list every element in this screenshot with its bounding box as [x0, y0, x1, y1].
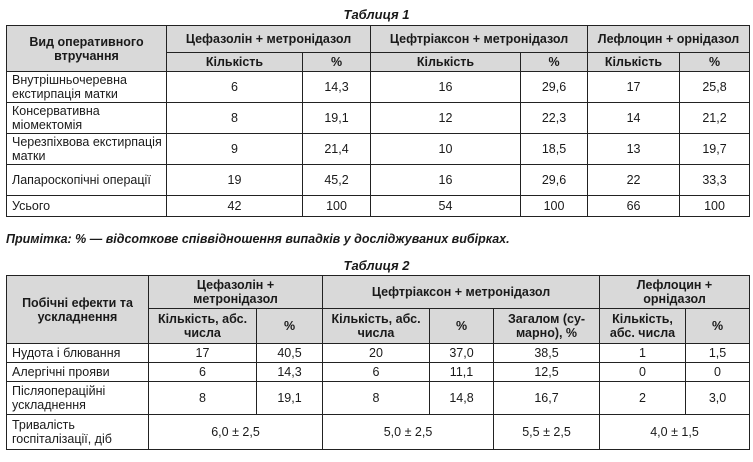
table-cell: 38,5 — [494, 344, 600, 363]
table-cell: 16 — [371, 165, 521, 196]
table-row — [7, 134, 750, 165]
table-cell: 29,6 — [521, 72, 588, 103]
table-cell: 66 — [588, 196, 680, 217]
table1-subheader: Кількість — [371, 53, 521, 72]
table-cell: 14,3 — [303, 72, 371, 103]
table-cell: 21,4 — [303, 134, 371, 165]
table-row — [7, 415, 750, 450]
row-label: Післяопераційні ускладнення — [7, 382, 149, 415]
table-cell: 6 — [167, 72, 303, 103]
table2-subheader: % — [686, 309, 750, 344]
table-cell: 10 — [371, 134, 521, 165]
table-cell: 6 — [149, 363, 257, 382]
table2-col-header: Побічні ефекти та ускладнення — [7, 276, 149, 344]
table-cell: 45,2 — [303, 165, 371, 196]
table-cell: 16 — [371, 72, 521, 103]
table-cell: 19,1 — [303, 103, 371, 134]
table1-group-header: Цефтріаксон + метронідазол — [371, 26, 588, 53]
table-cell: 100 — [521, 196, 588, 217]
table-cell: 13 — [588, 134, 680, 165]
table1-subheader: Кількість — [588, 53, 680, 72]
table2-group-header: Цефтріаксон + метронідазол — [323, 276, 600, 309]
table2-caption: Таблиця 2 — [343, 258, 410, 273]
table-cell: 1 — [600, 344, 686, 363]
table-cell: 54 — [371, 196, 521, 217]
table-cell: 5,5 ± 2,5 — [494, 415, 600, 450]
table-cell: 14,3 — [257, 363, 323, 382]
table-row — [7, 344, 750, 363]
table-cell: 4,0 ± 1,5 — [600, 415, 750, 450]
table-cell: 25,8 — [680, 72, 750, 103]
table1-note: Примітка: % — відсоткове співвідношення випадків у досліджуваних вибірках. — [6, 232, 510, 246]
table-cell: 6,0 ± 2,5 — [149, 415, 323, 450]
table-cell: 8 — [167, 103, 303, 134]
table2 — [6, 275, 750, 450]
table-cell: 21,2 — [680, 103, 750, 134]
table-cell: 12,5 — [494, 363, 600, 382]
table-cell: 14 — [588, 103, 680, 134]
row-label: Тривалість госпіталізації, діб — [7, 415, 149, 450]
table2-group-header: Цефазолін + метронідазол — [149, 276, 323, 309]
table2-subheader: % — [257, 309, 323, 344]
table1-group-header: Цефазолін + метронідазол — [167, 26, 371, 53]
table2-subheader: Кількість, абс. числа — [149, 309, 257, 344]
row-label: Усього — [7, 196, 167, 217]
table-cell: 17 — [149, 344, 257, 363]
table2-subheader: Загалом (су-марно), % — [494, 309, 600, 344]
table-cell: 22 — [588, 165, 680, 196]
table1 — [6, 25, 750, 217]
row-label: Внутрішньочеревна екстирпація матки — [7, 72, 167, 103]
table-cell: 12 — [371, 103, 521, 134]
table-cell: 0 — [686, 363, 750, 382]
row-label: Алергічні прояви — [7, 363, 149, 382]
table-cell: 2 — [600, 382, 686, 415]
table1-header-row — [7, 26, 750, 53]
table-cell: 22,3 — [521, 103, 588, 134]
table1-subheader: % — [303, 53, 371, 72]
table2-group-header: Лефлоцин + орнідазол — [600, 276, 750, 309]
table-cell: 0 — [600, 363, 686, 382]
table1-subheader: % — [680, 53, 750, 72]
table-row — [7, 382, 750, 415]
table-cell: 9 — [167, 134, 303, 165]
table2-subheader: % — [430, 309, 494, 344]
table-row — [7, 363, 750, 382]
table-cell: 20 — [323, 344, 430, 363]
row-label: Лапароскопічні операції — [7, 165, 167, 196]
table-row — [7, 103, 750, 134]
table-cell: 3,0 — [686, 382, 750, 415]
table2-header-row — [7, 276, 750, 309]
table-cell: 8 — [149, 382, 257, 415]
table-row — [7, 196, 750, 217]
table-cell: 33,3 — [680, 165, 750, 196]
table-cell: 6 — [323, 363, 430, 382]
table-cell: 14,8 — [430, 382, 494, 415]
table-cell: 19 — [167, 165, 303, 196]
table-cell: 5,0 ± 2,5 — [323, 415, 494, 450]
table1-subheader: % — [521, 53, 588, 72]
table-cell: 100 — [680, 196, 750, 217]
table-cell: 100 — [303, 196, 371, 217]
table-cell: 11,1 — [430, 363, 494, 382]
table-cell: 19,7 — [680, 134, 750, 165]
row-label: Черезпіхвова екстирпація матки — [7, 134, 167, 165]
table-cell: 29,6 — [521, 165, 588, 196]
table-cell: 8 — [323, 382, 430, 415]
table-cell: 17 — [588, 72, 680, 103]
table1-caption: Таблиця 1 — [343, 7, 410, 22]
table1-group-header: Лефлоцин + орнідазол — [588, 26, 750, 53]
row-label: Нудота і блювання — [7, 344, 149, 363]
table-cell: 19,1 — [257, 382, 323, 415]
table1-col-header: Вид оперативного втручання — [7, 26, 167, 72]
table-cell: 37,0 — [430, 344, 494, 363]
table-cell: 42 — [167, 196, 303, 217]
table-cell: 40,5 — [257, 344, 323, 363]
table-cell: 18,5 — [521, 134, 588, 165]
table-cell: 16,7 — [494, 382, 600, 415]
table-row — [7, 165, 750, 196]
table-cell: 1,5 — [686, 344, 750, 363]
table2-subheader: Кількість, абс. числа — [323, 309, 430, 344]
table-row — [7, 72, 750, 103]
row-label: Консервативна міомектомія — [7, 103, 167, 134]
table2-subheader: Кількість, абс. числа — [600, 309, 686, 344]
table1-subheader: Кількість — [167, 53, 303, 72]
